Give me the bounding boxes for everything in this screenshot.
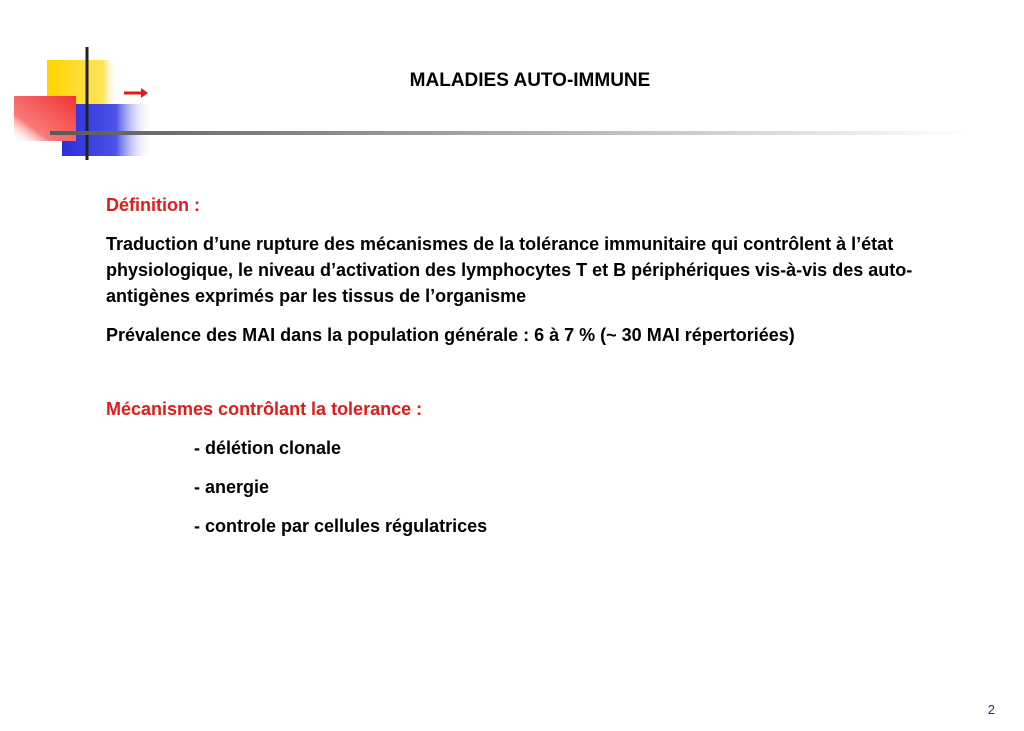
mechanism-item: - anergie	[194, 477, 270, 497]
prevalence-text: Prévalence des MAI dans la population générale : 6 à 7 % (~ 30 MAI répertoriées)	[106, 325, 795, 345]
definition-heading: Définition :	[106, 195, 200, 215]
slide-body	[106, 192, 916, 539]
arrow-right-icon	[124, 88, 148, 98]
mechanisms-heading: Mécanismes contrôlant la tolerance :	[106, 399, 423, 419]
slide-title: MALADIES AUTO-IMMUNE	[409, 70, 651, 91]
page-number: 2	[987, 702, 995, 717]
definition-text: Traduction d’une rupture des mécanismes de la tolérance immunitaire qui contrôlent à l’état physiologique, le niveau d’activation des lymphocytes T et B périphériques vis-à-vis des auto-antigènes exprimés par les tissus de l’organisme	[106, 234, 913, 306]
decorative-logo	[0, 0, 160, 170]
mechanism-item: - controle par cellules régulatrices	[194, 516, 488, 536]
color-blocks-graphic	[0, 0, 160, 170]
mechanism-item: - délétion clonale	[194, 438, 342, 458]
title-divider	[50, 131, 970, 135]
